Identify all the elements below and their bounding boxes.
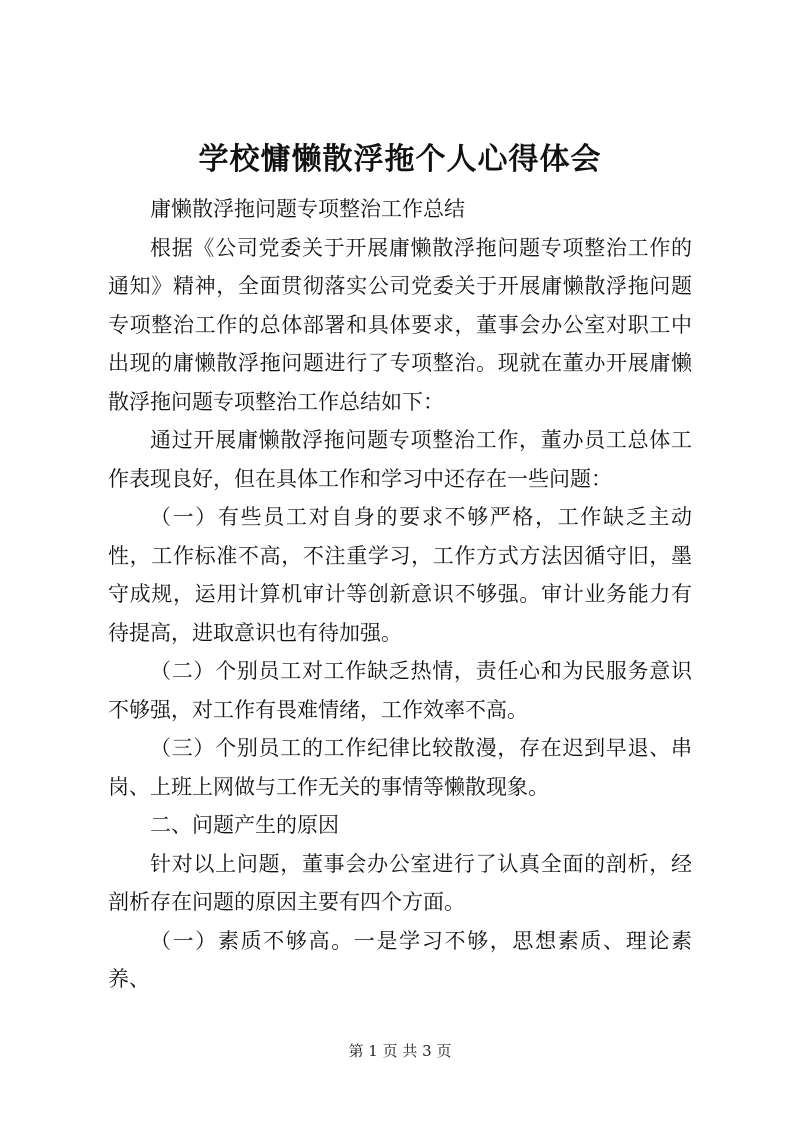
document-title: 学校慵懒散浮拖个人心得体会 (198, 142, 602, 177)
paragraph: （一）素质不够高。一是学习不够，思想素质、理论素养、 (108, 928, 692, 991)
document-body (108, 190, 692, 999)
page-footer: 第 1 页 共 3 页 (348, 1042, 452, 1060)
paragraph: （一）有些员工对自身的要求不够严格，工作缺乏主动性，工作标准不高，不注重学习，工作方式方法因循守旧，墨守成规，运用计算机审计等创新意识不够强。审计业务能力有待提高，进取意识也有待加强。 (108, 505, 692, 645)
paragraph: 通过开展庸懒散浮拖问题专项整治工作，董办员工总体工作表现良好，但在具体工作和学习中还存在一些问题： (108, 428, 692, 491)
paragraph: （三）个别员工的工作纪律比较散漫，存在迟到早退、串岗、上班上网做与工作无关的事情等懒散现象。 (108, 736, 692, 799)
paragraph: （二）个别员工对工作缺乏热情，责任心和为民服务意识不够强，对工作有畏难情绪，工作效率不高。 (108, 659, 692, 722)
paragraph: 针对以上问题，董事会办公室进行了认真全面的剖析，经剖析存在问题的原因主要有四个方面。 (108, 851, 692, 914)
paragraph-subtitle: 庸懒散浮拖问题专项整治工作总结 (150, 197, 465, 221)
section-heading: 二、问题产生的原因 (150, 813, 339, 837)
paragraph: 根据《公司党委关于开展庸懒散浮拖问题专项整治工作的通知》精神，全面贯彻落实公司党委关于开展庸懒散浮拖问题专项整治工作的总体部署和具体要求，董事会办公室对职工中出现的庸懒散浮拖问题进行了专项整治。现就在董办开展庸懒散浮拖问题专项整治工作总结如下： (108, 235, 692, 414)
